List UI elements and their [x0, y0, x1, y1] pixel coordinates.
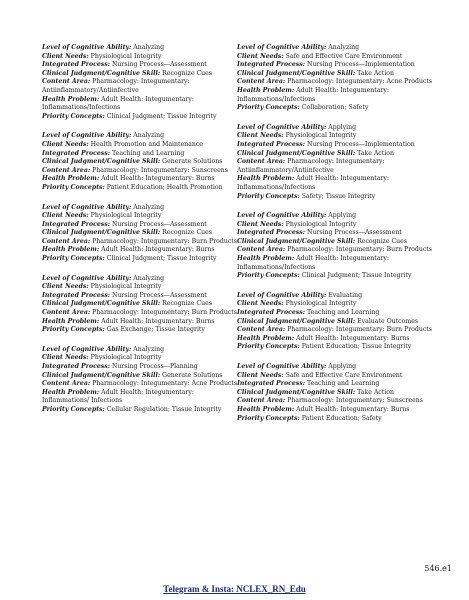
field-value: Applying: [328, 363, 357, 370]
rationale-line: [237, 380, 452, 389]
field-label: Level of Cognitive Ability:: [42, 345, 132, 353]
field-label: Clinical Judgment/Cognitive Skill:: [42, 300, 161, 308]
field-value: Adult Health: Integumentary: Burns: [101, 246, 215, 254]
rationale-line: [42, 184, 242, 193]
field-label: Level of Cognitive Ability:: [237, 363, 327, 370]
field-label: Health Problem:: [237, 405, 295, 413]
rationale-line: [42, 132, 242, 141]
rationale-line: [237, 212, 452, 221]
rationale-line: [42, 113, 242, 122]
field-value: Safe and Effective Care Environment: [285, 52, 403, 60]
field-label: Priority Concepts:: [42, 405, 105, 413]
field-value: Recognize Cues: [162, 69, 213, 77]
rationale-line: [42, 44, 242, 53]
answer-rationale-block: [42, 346, 242, 415]
field-label: Integrated Process:: [237, 140, 306, 148]
field-label: Content Area:: [42, 78, 91, 86]
field-value: Adult Health: Integumentary: Burns: [296, 405, 410, 413]
field-value: Nursing Process—Implementation: [307, 61, 415, 69]
field-label: Priority Concepts:: [237, 104, 300, 112]
field-value: Safe and Effective Care Environment: [285, 371, 403, 379]
rationale-line: [42, 175, 242, 184]
field-value: Pharmacology: Integumentary: Burn Products: [92, 309, 237, 317]
field-value: Recognize Cues: [162, 300, 213, 308]
field-label: Content Area:: [42, 309, 91, 317]
rationale-line: [42, 389, 242, 406]
rationale-line: [42, 238, 242, 247]
rationale-line: [42, 372, 242, 381]
rationale-line: [42, 53, 242, 62]
field-label: Content Area:: [42, 166, 91, 174]
field-value: Gas Exchange; Tissue Integrity: [106, 326, 205, 334]
field-value: Adult Health: Integumentary: Burns: [296, 334, 410, 342]
rationale-line: [237, 141, 452, 150]
field-label: Priority Concepts:: [237, 272, 300, 280]
rationale-line: [42, 275, 242, 284]
rationale-line: [237, 389, 452, 398]
field-value: Nursing Process—Planning: [112, 363, 198, 370]
field-value: Adult Health: Integumentary: Inflammations/Infections: [237, 255, 389, 271]
field-value: Applying: [328, 212, 357, 220]
field-value: Analyzing: [133, 274, 165, 282]
rationale-line: [237, 335, 452, 344]
field-label: Level of Cognitive Ability:: [42, 203, 132, 211]
field-label: Priority Concepts:: [42, 326, 105, 334]
field-label: Level of Cognitive Ability:: [237, 212, 327, 220]
field-label: Clinical Judgment/Cognitive Skill:: [237, 317, 356, 325]
field-value: Patient Education; Safety: [301, 414, 382, 422]
field-value: Teaching and Learning: [307, 380, 380, 388]
field-value: Nursing Process—Implementation: [307, 140, 415, 148]
field-label: Client Needs:: [237, 220, 284, 228]
rationale-line: [237, 363, 452, 372]
field-label: Health Problem:: [42, 175, 100, 183]
rationale-line: [237, 272, 452, 281]
rationale-line: [237, 238, 452, 247]
field-label: Clinical Judgment/Cognitive Skill:: [237, 237, 356, 245]
field-value: Cellular Regulation; Tissue Integrity: [106, 405, 222, 413]
field-value: Recognize Cues: [162, 229, 213, 237]
rationale-line: [237, 221, 452, 230]
field-label: Clinical Judgment/Cognitive Skill:: [237, 149, 356, 157]
field-label: Client Needs:: [42, 354, 89, 362]
rationale-line: [42, 141, 242, 150]
field-value: Adult Health: Integumentary: Inflammations/ Infections: [42, 388, 194, 405]
answer-rationale-block: [237, 124, 452, 201]
rationale-line: [42, 204, 242, 213]
field-label: Integrated Process:: [42, 363, 111, 370]
rationale-line: [42, 96, 242, 113]
rationale-line: [237, 300, 452, 309]
field-label: Level of Cognitive Ability:: [42, 132, 132, 140]
field-label: Health Problem:: [42, 246, 100, 254]
field-value: Adult Health: Integumentary: Inflammations/Infections: [42, 95, 194, 112]
rationale-line: [42, 380, 242, 389]
field-label: Client Needs:: [237, 52, 284, 60]
rationale-line: [237, 61, 452, 70]
field-label: Priority Concepts:: [42, 112, 105, 120]
field-value: Physiological Integrity: [90, 212, 162, 220]
field-value: Teaching and Learning: [307, 309, 380, 317]
left-column: [42, 44, 242, 426]
field-value: Adult Health: Integumentary: Burns: [101, 175, 215, 183]
field-value: Nursing Process—Assessment: [112, 61, 207, 69]
field-value: Pharmacology: Integumentary: Antiinflammatory/Antiinfective: [42, 78, 190, 94]
rationale-line: [237, 193, 452, 202]
field-label: Client Needs:: [237, 300, 284, 308]
rationale-line: [237, 229, 452, 238]
field-label: Client Needs:: [237, 371, 284, 379]
answer-rationale-block: [42, 275, 242, 335]
field-value: Pharmacology: Integumentary: Burn Products: [287, 326, 432, 334]
field-label: Content Area:: [237, 397, 286, 405]
rationale-line: [237, 255, 452, 272]
field-value: Adult Health: Integumentary: Inflammations/Infections: [237, 86, 389, 103]
rationale-line: [237, 246, 452, 255]
field-label: Clinical Judgment/Cognitive Skill:: [237, 69, 356, 77]
field-label: Integrated Process:: [237, 229, 306, 237]
field-value: Analyzing: [328, 44, 360, 51]
field-label: Clinical Judgment/Cognitive Skill:: [237, 388, 356, 396]
rationale-line: [42, 309, 242, 318]
field-value: Analyzing: [133, 44, 165, 51]
field-label: Health Problem:: [237, 255, 295, 263]
field-value: Collaboration; Safety: [301, 104, 369, 112]
rationale-line: [237, 406, 452, 415]
field-label: Content Area:: [237, 326, 286, 334]
answer-rationale-block: [42, 44, 242, 121]
rationale-line: [237, 53, 452, 62]
rationale-line: [42, 246, 242, 255]
field-value: Physiological Integrity: [285, 300, 357, 308]
field-value: Analyzing: [133, 203, 165, 211]
rationale-line: [42, 167, 242, 176]
field-value: Recognize Cues: [357, 237, 408, 245]
field-label: Priority Concepts:: [237, 343, 300, 351]
rationale-line: [42, 318, 242, 327]
field-value: Take Action: [357, 388, 394, 396]
rationale-line: [237, 318, 452, 327]
field-value: Evaluating: [328, 291, 363, 299]
rationale-line: [42, 346, 242, 355]
field-value: Physiological Integrity: [90, 283, 162, 291]
rationale-line: [42, 212, 242, 221]
field-value: Safety; Tissue Integrity: [301, 192, 376, 200]
rationale-line: [42, 363, 242, 372]
field-label: Priority Concepts:: [42, 255, 105, 263]
rationale-line: [237, 87, 452, 104]
field-label: Content Area:: [42, 237, 91, 245]
answer-rationale-block: [42, 132, 242, 192]
page-number: 546.e1: [424, 564, 452, 573]
field-label: Integrated Process:: [42, 61, 111, 69]
field-value: Clinical Judgment; Tissue Integrity: [301, 272, 412, 280]
rationale-line: [237, 158, 452, 175]
field-value: Analyzing: [133, 345, 165, 353]
field-value: Patient Education; Health Promotion: [106, 183, 223, 191]
field-label: Level of Cognitive Ability:: [42, 274, 132, 282]
rationale-line: [237, 78, 452, 87]
field-label: Clinical Judgment/Cognitive Skill:: [42, 371, 161, 379]
field-label: Priority Concepts:: [237, 414, 300, 422]
field-value: Physiological Integrity: [285, 220, 357, 228]
rationale-line: [237, 70, 452, 79]
rationale-line: [42, 70, 242, 79]
rationale-line: [237, 415, 452, 424]
rationale-line: [237, 343, 452, 352]
field-label: Content Area:: [237, 246, 286, 254]
rationale-line: [42, 326, 242, 335]
field-value: Applying: [328, 123, 357, 131]
field-value: Clinical Judgment; Tissue Integrity: [106, 112, 217, 120]
field-value: Generate Solutions: [162, 371, 223, 379]
rationale-line: [42, 292, 242, 301]
field-label: Health Problem:: [42, 317, 100, 325]
field-label: Integrated Process:: [237, 380, 306, 388]
rationale-line: [237, 124, 452, 133]
field-value: Generate Solutions: [162, 158, 223, 166]
field-value: Teaching and Learning: [112, 149, 185, 157]
answer-rationale-block: [237, 292, 452, 352]
rationale-line: [42, 78, 242, 95]
field-label: Content Area:: [237, 158, 286, 166]
field-label: Clinical Judgment/Cognitive Skill:: [42, 158, 161, 166]
field-label: Integrated Process:: [42, 220, 111, 228]
rationale-line: [237, 309, 452, 318]
field-value: Analyzing: [133, 132, 165, 140]
field-value: Pharmacology: Integumentary: Sunscreens: [287, 397, 423, 405]
answer-rationale-block: [237, 363, 452, 423]
field-label: Integrated Process:: [42, 291, 111, 299]
field-value: Pharmacology: Integumentary: Sunscreens: [92, 166, 228, 174]
field-value: Adult Health: Integumentary: Burns: [101, 317, 215, 325]
field-label: Health Problem:: [237, 175, 295, 183]
field-label: Health Problem:: [42, 95, 100, 103]
field-label: Client Needs:: [42, 212, 89, 220]
field-label: Priority Concepts:: [42, 183, 105, 191]
rationale-line: [42, 406, 242, 415]
field-value: Adult Health: Integumentary: Inflammations/Infections: [237, 175, 389, 191]
rationale-line: [237, 292, 452, 301]
rationale-line: [237, 44, 452, 53]
field-value: Health Promotion and Maintenance: [90, 140, 203, 148]
field-label: Client Needs:: [42, 283, 89, 291]
field-value: Nursing Process—Assessment: [112, 291, 207, 299]
field-label: Integrated Process:: [237, 61, 306, 69]
rationale-line: [237, 326, 452, 335]
rationale-line: [42, 354, 242, 363]
rationale-line: [42, 221, 242, 230]
rationale-line: [237, 104, 452, 113]
field-value: Physiological Integrity: [90, 354, 162, 362]
rationale-line: [237, 150, 452, 159]
right-column: [237, 44, 452, 434]
field-label: Client Needs:: [42, 52, 89, 60]
rationale-line: [42, 158, 242, 167]
field-label: Priority Concepts:: [237, 192, 300, 200]
field-label: Level of Cognitive Ability:: [237, 291, 327, 299]
field-label: Integrated Process:: [42, 149, 111, 157]
answer-rationale-block: [237, 212, 452, 281]
field-label: Level of Cognitive Ability:: [237, 123, 327, 131]
rationale-line: [42, 300, 242, 309]
rationale-line: [237, 397, 452, 406]
rationale-line: [42, 61, 242, 70]
field-label: Health Problem:: [237, 86, 295, 94]
field-value: Clinical Judgment; Tissue Integrity: [106, 255, 217, 263]
rationale-line: [42, 255, 242, 264]
field-label: Health Problem:: [42, 388, 100, 396]
field-value: Take Action: [357, 69, 394, 77]
field-label: Client Needs:: [42, 140, 89, 148]
field-value: Take Action: [357, 149, 394, 157]
rationale-line: [237, 132, 452, 141]
field-value: Nursing Process—Assessment: [112, 220, 207, 228]
field-value: Physiological Integrity: [285, 132, 357, 140]
field-value: Patient Education; Tissue Integrity: [301, 343, 412, 351]
field-value: Pharmacology: Integumentary: Burn Products: [287, 246, 432, 254]
field-value: Pharmacology: Integumentary: Acne Products: [92, 380, 238, 388]
field-label: Health Problem:: [237, 334, 295, 342]
field-value: Nursing Process—Assessment: [307, 229, 402, 237]
field-value: Physiological Integrity: [90, 52, 162, 60]
rationale-line: [237, 372, 452, 381]
field-value: Pharmacology: Integumentary: Antiinflammatory/Antiinfective: [237, 158, 385, 174]
rationale-line: [42, 150, 242, 159]
field-label: Clinical Judgment/Cognitive Skill:: [42, 229, 161, 237]
field-label: Content Area:: [42, 380, 91, 388]
field-value: Evaluate Outcomes: [357, 317, 419, 325]
answer-rationale-block: [237, 44, 452, 113]
answer-rationale-block: [42, 204, 242, 264]
field-label: Level of Cognitive Ability:: [42, 44, 132, 51]
footer-link[interactable]: Telegram & Insta: NCLEX_RN_Edu: [163, 584, 306, 594]
field-value: Pharmacology: Integumentary: Burn Products: [92, 237, 237, 245]
rationale-line: [42, 229, 242, 238]
field-value: Pharmacology: Integumentary: Acne Products: [287, 78, 433, 86]
field-label: Content Area:: [237, 78, 286, 86]
field-label: Integrated Process:: [237, 309, 306, 317]
rationale-line: [237, 175, 452, 192]
rationale-line: [42, 283, 242, 292]
field-label: Level of Cognitive Ability:: [237, 44, 327, 51]
field-label: Clinical Judgment/Cognitive Skill:: [42, 69, 161, 77]
field-label: Client Needs:: [237, 132, 284, 140]
